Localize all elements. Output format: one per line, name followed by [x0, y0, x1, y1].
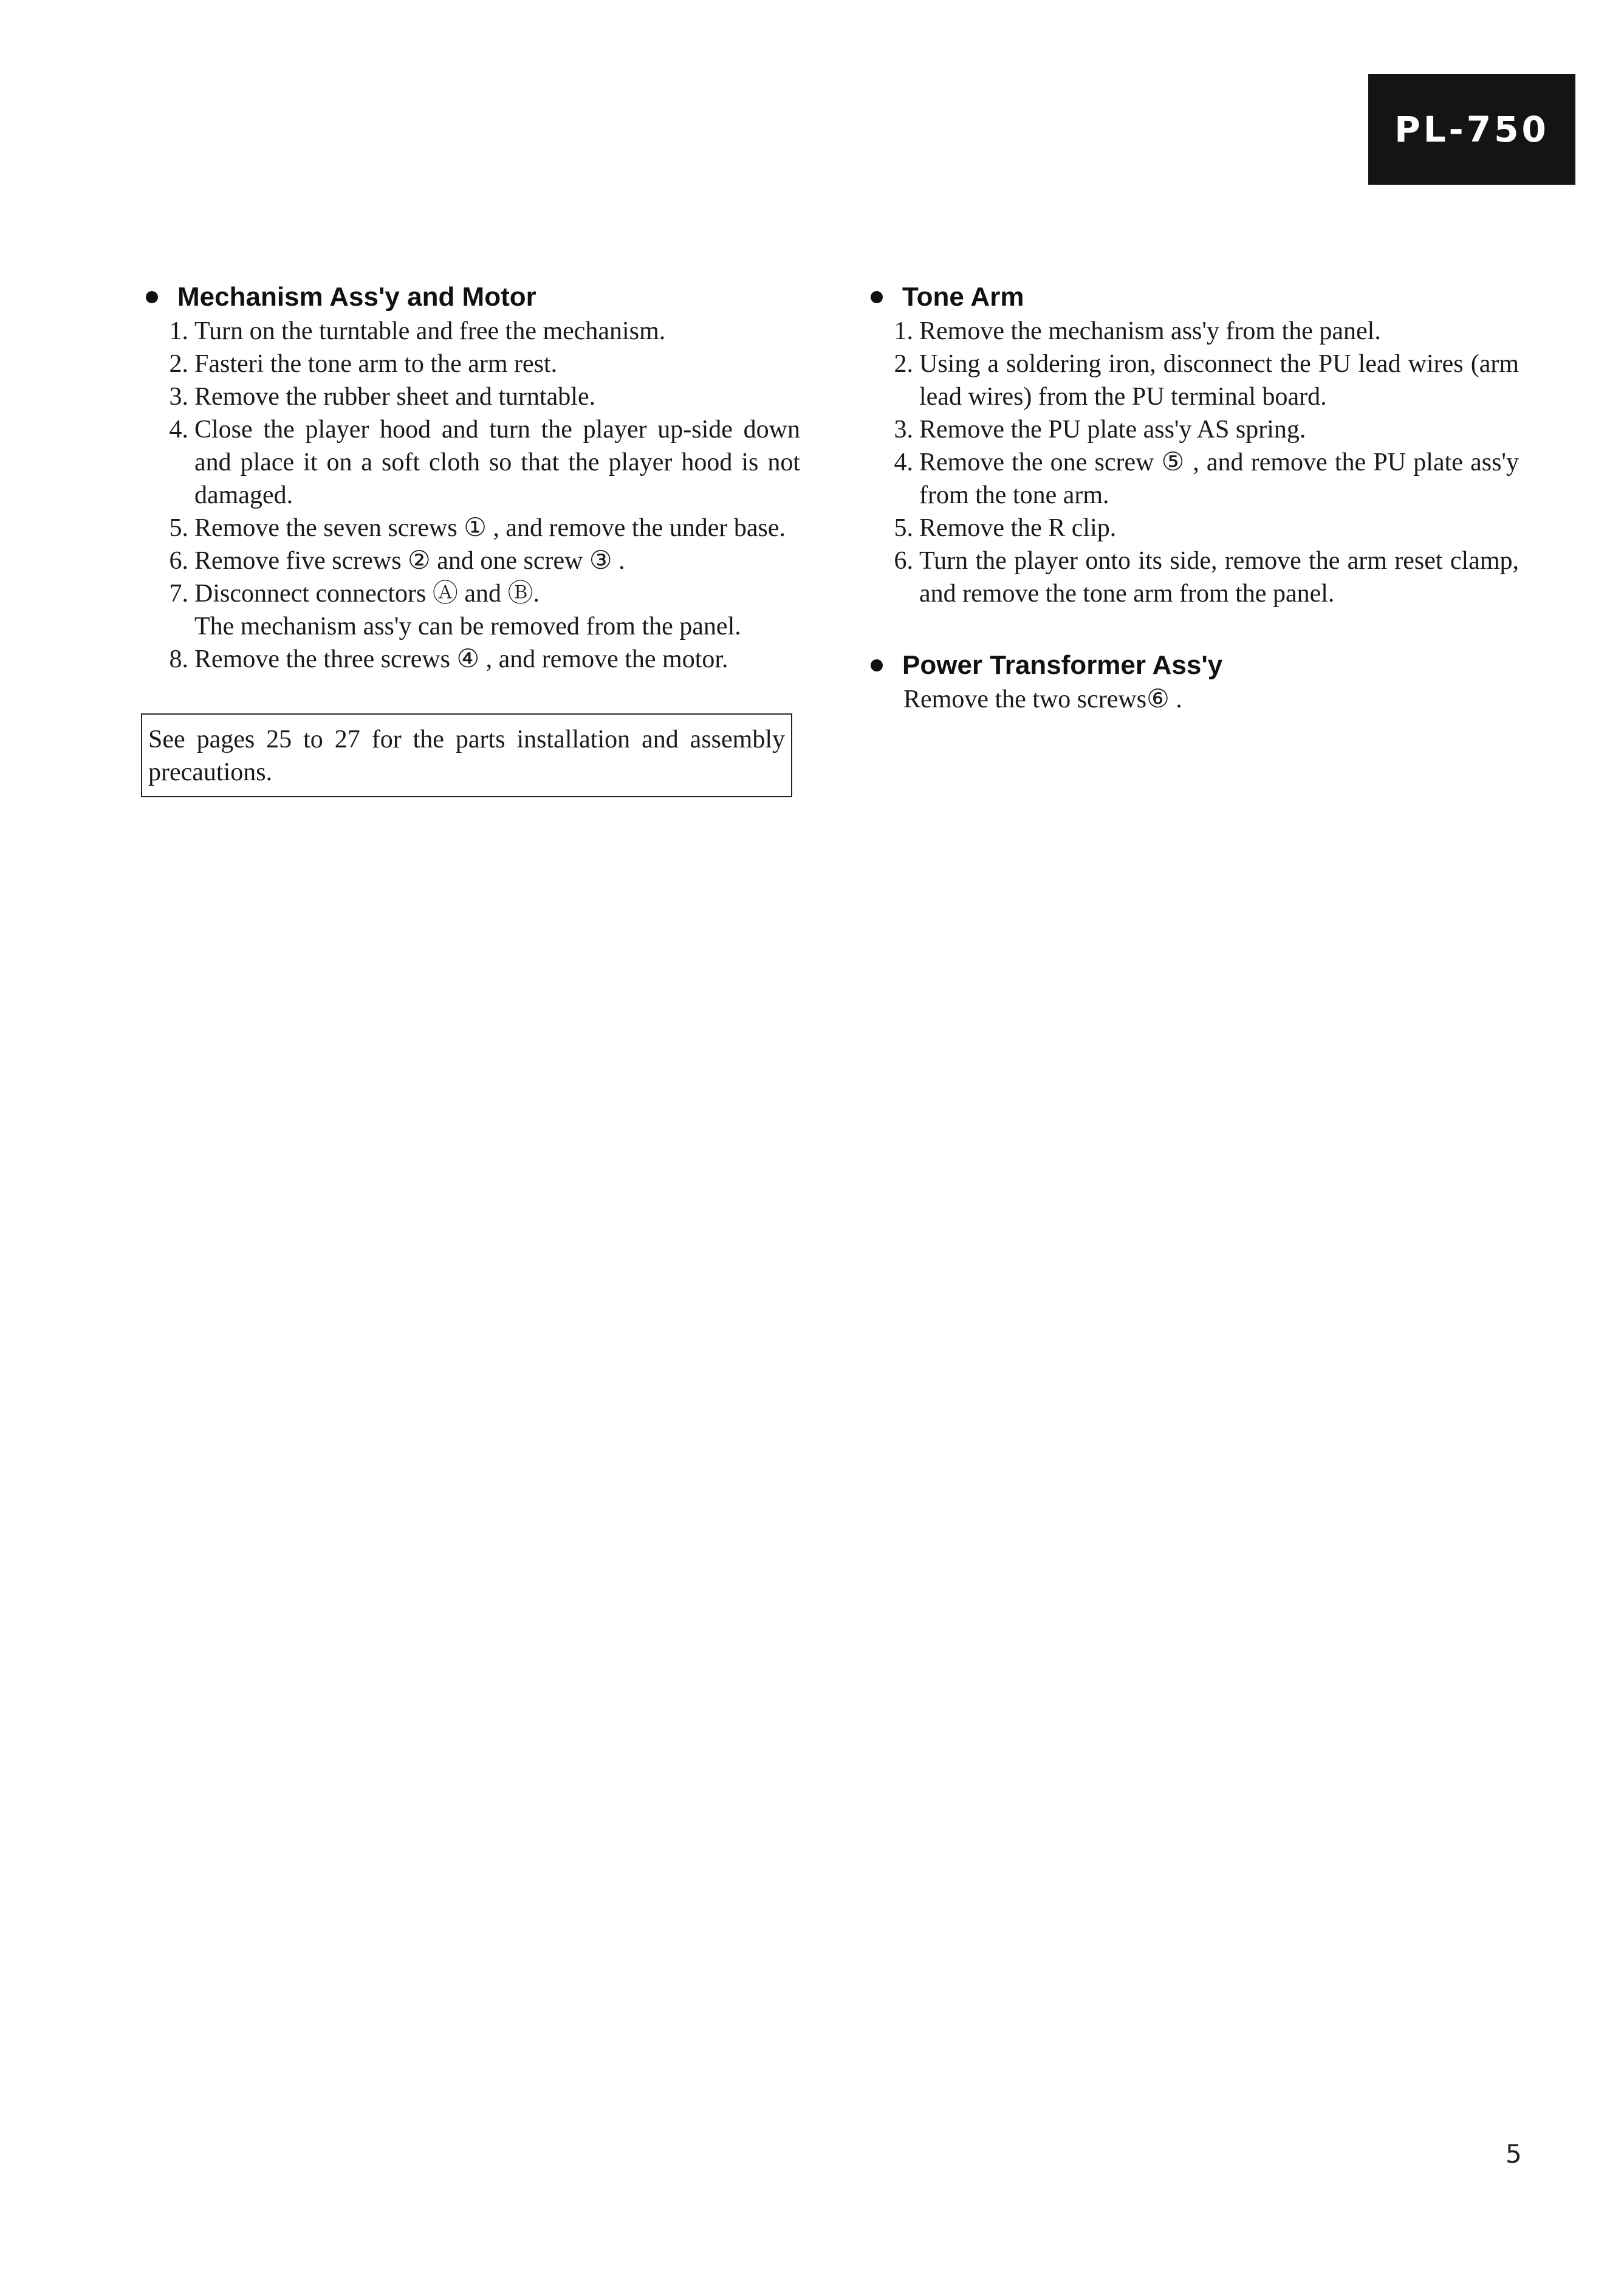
list-item	[141, 577, 800, 643]
step-text: Turn on the turntable and free the mechanism.	[194, 317, 666, 345]
list-item	[866, 544, 1519, 610]
list-item	[141, 348, 800, 380]
left-column	[141, 280, 800, 797]
list-item	[866, 413, 1519, 446]
step-number: 1.	[169, 317, 188, 345]
step-text: Remove the PU plate ass'y AS spring.	[919, 416, 1306, 444]
tone-arm-section	[866, 280, 1519, 610]
tone-arm-steps	[866, 315, 1519, 610]
step-text: Fasteri the tone arm to the arm rest.	[194, 350, 558, 378]
tone-arm-heading: Tone Arm	[866, 280, 1519, 315]
list-item	[141, 315, 800, 348]
mechanism-steps	[141, 315, 800, 676]
list-item	[866, 315, 1519, 348]
step-text: Turn the player onto its side, remove the arm reset clamp, and remove the tone arm from the panel.	[919, 547, 1519, 608]
step-number: 2.	[894, 350, 913, 378]
step-text: Remove the three screws ④ , and remove the motor.	[194, 645, 728, 673]
list-item	[141, 544, 800, 577]
step-main-text: Disconnect connectors Ⓐ and Ⓑ.	[194, 580, 540, 608]
step-number: 3.	[169, 383, 188, 411]
transformer-section	[866, 648, 1519, 716]
step-number: 3.	[894, 416, 913, 444]
model-label: PL-750	[1394, 109, 1549, 150]
step-text: Close the player hood and turn the player up-side down and place it on a soft cloth so that the player hood is not damaged.	[194, 416, 800, 509]
step-number: 4.	[169, 416, 188, 444]
right-column	[866, 280, 1519, 754]
step-number: 6.	[894, 547, 913, 575]
step-text: Remove the rubber sheet and turntable.	[194, 383, 596, 411]
step-text	[194, 577, 800, 643]
list-item	[866, 512, 1519, 544]
step-text: Remove the one screw ⑤ , and remove the PU plate ass'y from the tone arm.	[919, 448, 1519, 509]
step-number: 2.	[169, 350, 188, 378]
list-item	[141, 512, 800, 544]
step-number: 1.	[894, 317, 913, 345]
model-badge	[1368, 74, 1575, 185]
page-number: 5	[1506, 2139, 1522, 2169]
list-item	[866, 446, 1519, 512]
step-text: Remove the R clip.	[919, 514, 1117, 542]
step-number: 8.	[169, 645, 188, 673]
mechanism-section	[141, 280, 800, 676]
list-item	[141, 643, 800, 676]
transformer-heading: Power Transformer Ass'y	[866, 648, 1519, 683]
step-number: 6.	[169, 547, 188, 575]
step-text: Remove five screws ② and one screw ③ .	[194, 547, 625, 575]
step-number: 4.	[894, 448, 913, 476]
notice-box	[141, 713, 792, 797]
list-item	[141, 380, 800, 413]
bullet-icon	[871, 659, 883, 671]
list-item	[141, 413, 800, 512]
step-text: Remove the mechanism ass'y from the panel.	[919, 317, 1381, 345]
list-item	[866, 348, 1519, 413]
bullet-icon	[146, 291, 158, 303]
bullet-icon	[871, 291, 883, 303]
step-text: Remove the seven screws ① , and remove the under base.	[194, 514, 786, 542]
transformer-text: Remove the two screws⑥ .	[903, 685, 1182, 713]
step-text: Using a soldering iron, disconnect the PU lead wires (arm lead wires) from the PU terminal board.	[919, 350, 1519, 411]
step-note: The mechanism ass'y can be removed from the panel.	[194, 613, 741, 640]
step-number: 7.	[169, 580, 188, 608]
step-number: 5.	[894, 514, 913, 542]
step-number: 5.	[169, 514, 188, 542]
notice-text: See pages 25 to 27 for the parts installation and assembly precautions.	[148, 726, 785, 786]
mechanism-heading: Mechanism Ass'y and Motor	[141, 280, 800, 315]
